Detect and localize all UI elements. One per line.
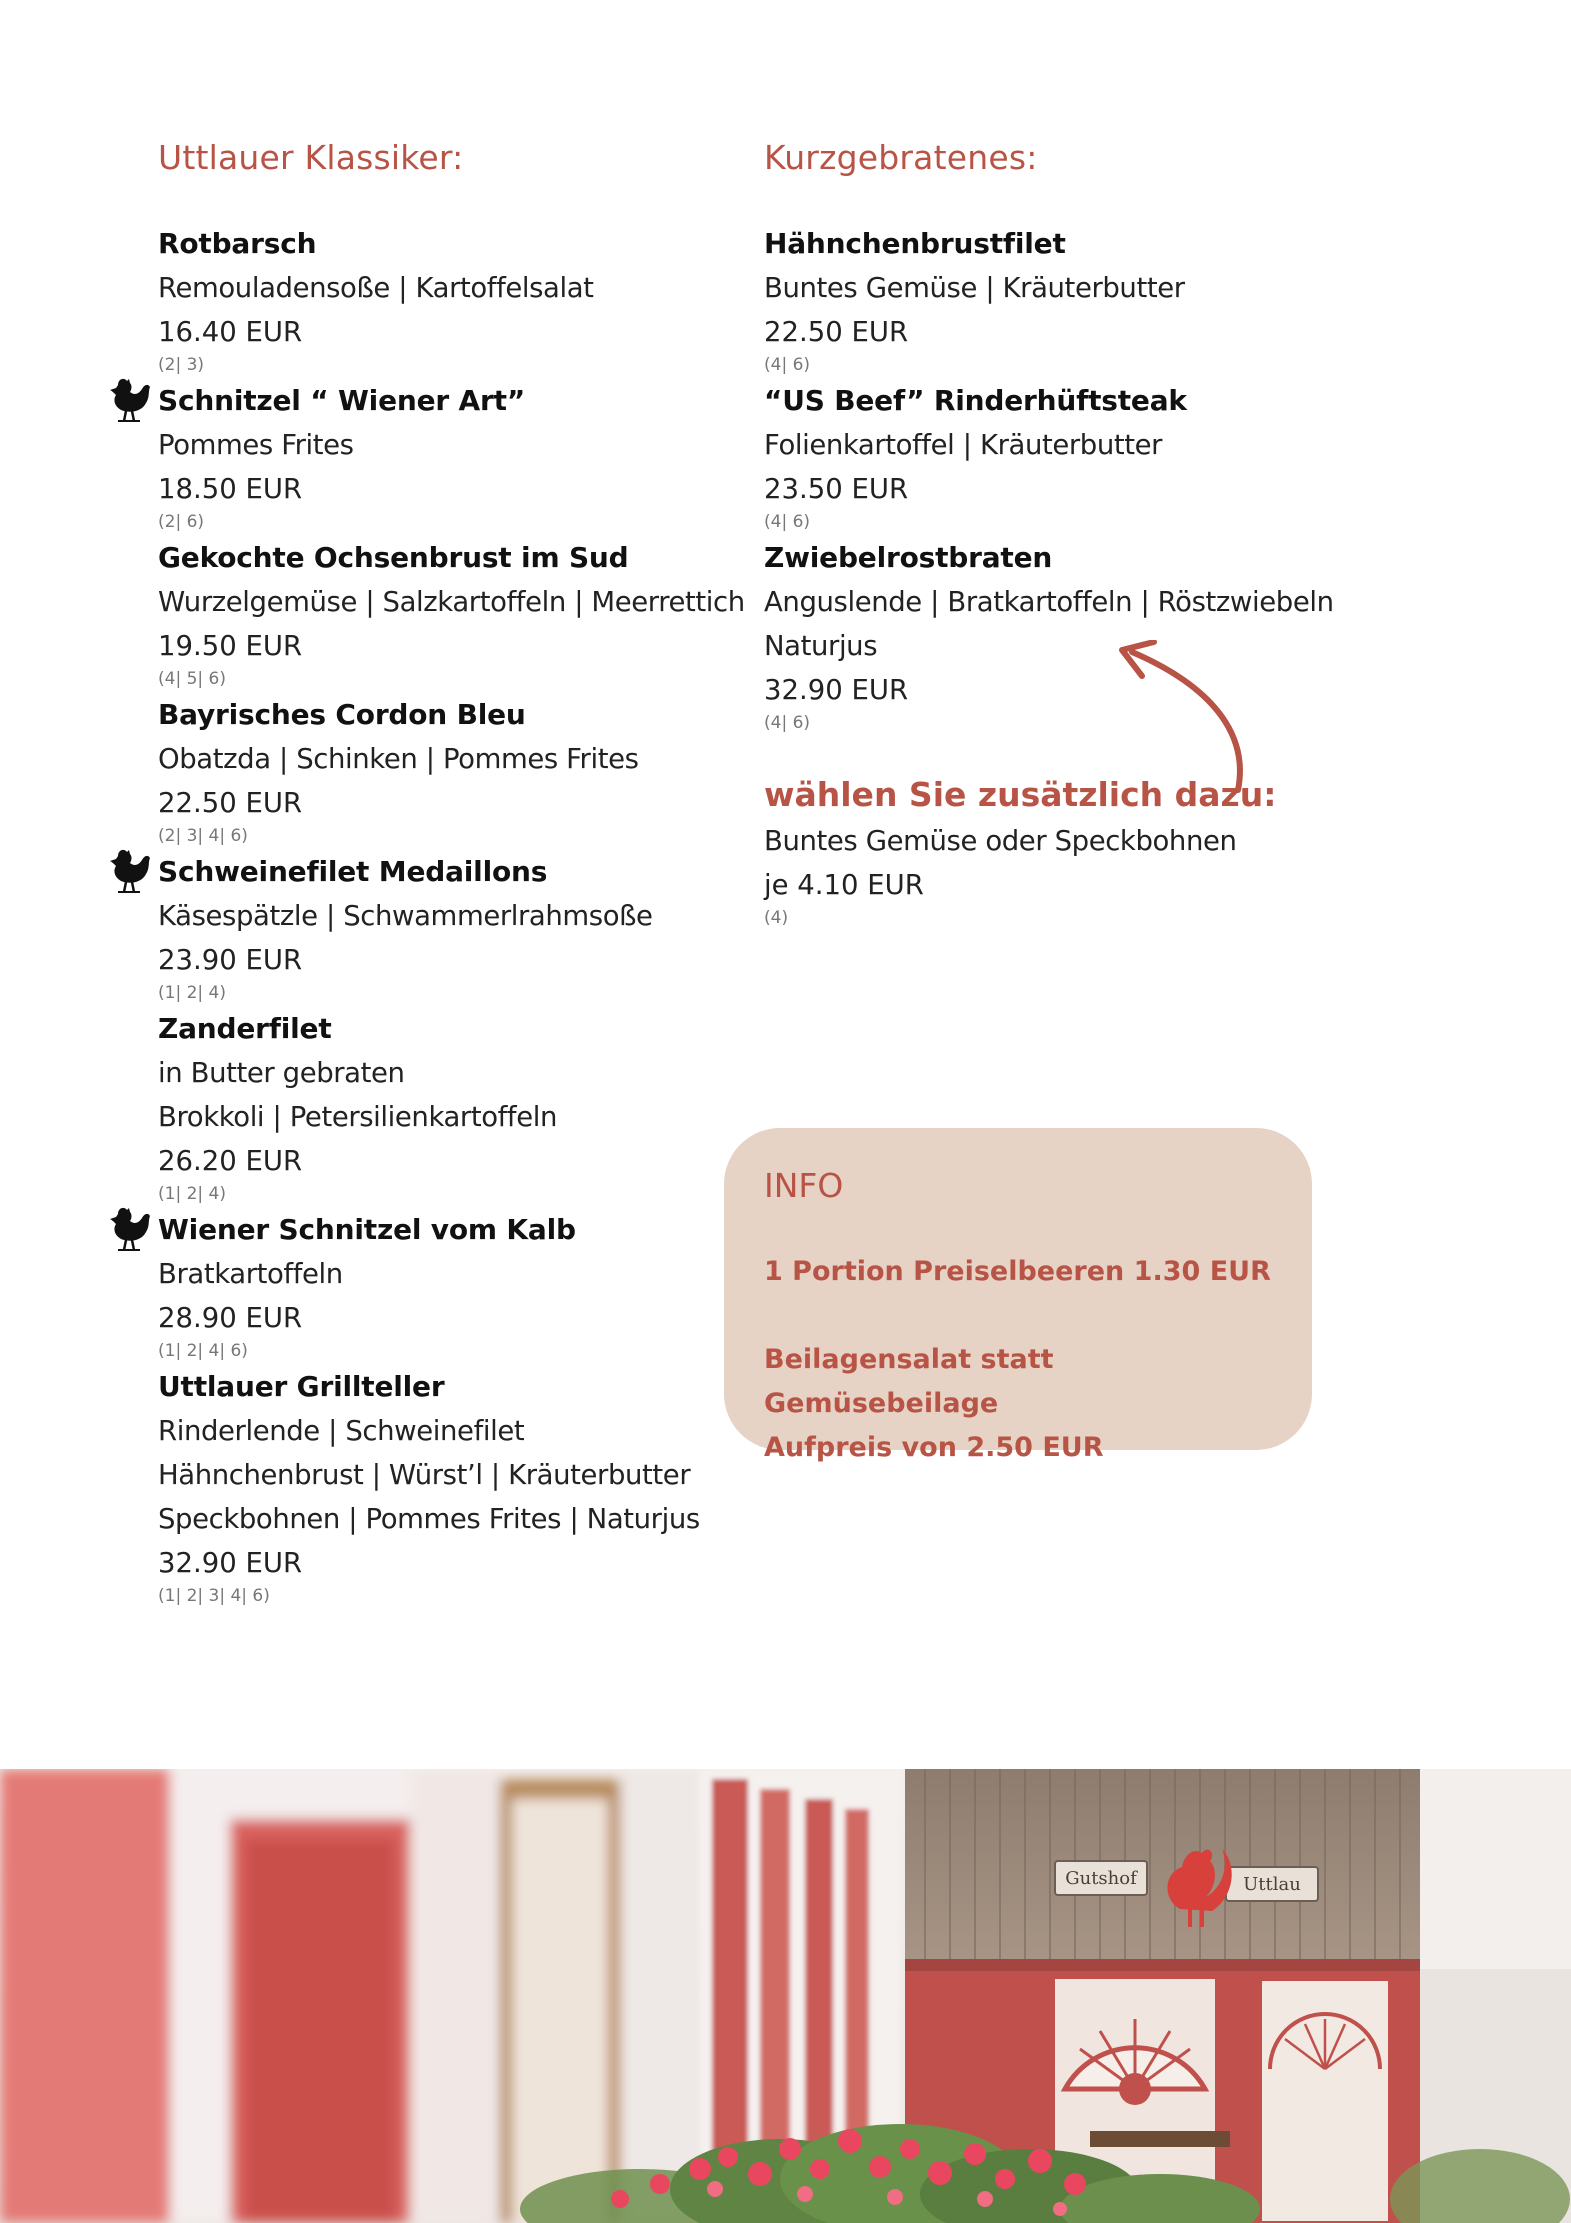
- dish-allergens: (2| 3): [158, 355, 205, 375]
- dish-description: Remouladensoße | Kartoffelsalat: [158, 272, 594, 304]
- dish-allergens: (4| 6): [764, 713, 811, 733]
- dish-price: 22.50 EUR: [158, 787, 303, 819]
- info-line-preiselbeeren: 1 Portion Preiselbeeren 1.30 EUR: [764, 1256, 1271, 1287]
- menu-item: [158, 850, 728, 1007]
- dish-name: “US Beef” Rinderhüftsteak: [764, 384, 1187, 417]
- right-column: [764, 134, 1364, 932]
- menu-item: [158, 222, 728, 379]
- menu-item: [158, 379, 728, 536]
- dish-description: Bratkartoffeln: [158, 1258, 343, 1290]
- menu-item: [764, 536, 1364, 737]
- dish-name: Schweinefilet Medaillons: [158, 855, 548, 888]
- menu-item: [158, 1365, 728, 1610]
- menu-item: [158, 536, 745, 693]
- dish-allergens: (4| 6): [764, 355, 811, 375]
- dish-description: Folienkartoffel | Kräuterbutter: [764, 429, 1163, 461]
- dish-list-klassiker: [158, 222, 745, 1610]
- menu-item: [764, 379, 1364, 536]
- dish-price: 16.40 EUR: [158, 316, 303, 348]
- menu-item: [158, 693, 728, 850]
- dish-allergens: (2| 6): [158, 512, 205, 532]
- extra-text: Buntes Gemüse oder Speckbohnen: [764, 825, 1237, 857]
- farmhouse-photo: [0, 1769, 1571, 2223]
- dish-allergens: (4| 5| 6): [158, 669, 226, 689]
- dish-description: Obatzda | Schinken | Pommes Frites: [158, 743, 639, 775]
- sign-uttlau: Uttlau: [1243, 1874, 1301, 1895]
- extra-allergens: (4): [764, 908, 789, 928]
- hen-icon: [104, 844, 152, 896]
- dish-price: 28.90 EUR: [158, 1302, 303, 1334]
- dish-name: Rotbarsch: [158, 227, 317, 260]
- dish-allergens: (1| 2| 3| 4| 6): [158, 1586, 270, 1606]
- dish-name: Zanderfilet: [158, 1012, 332, 1045]
- dish-description: Anguslende | Bratkartoffeln | Röstzwiebeln: [764, 586, 1334, 618]
- dish-price: 19.50 EUR: [158, 630, 303, 662]
- dish-description: Rinderlende | Schweinefilet: [158, 1415, 525, 1447]
- dish-description: Pommes Frites: [158, 429, 354, 461]
- dish-allergens: (1| 2| 4| 6): [158, 1341, 248, 1361]
- info-line-beilagensalat: Beilagensalat statt Gemüsebeilage: [764, 1344, 1054, 1419]
- section-heading-klassiker: Uttlauer Klassiker:: [158, 138, 464, 177]
- farmhouse-illustration: [0, 1769, 1571, 2223]
- dish-name: Hähnchenbrustfilet: [764, 227, 1066, 260]
- dish-price: 18.50 EUR: [158, 473, 303, 505]
- hen-icon: [104, 373, 152, 425]
- dish-name: Uttlauer Grillteller: [158, 1370, 445, 1403]
- info-box: [724, 1128, 1312, 1463]
- menu-item: [764, 222, 1364, 379]
- dish-description: Buntes Gemüse | Kräuterbutter: [764, 272, 1185, 304]
- dish-price: 32.90 EUR: [764, 674, 909, 706]
- extra-heading: wählen Sie zusätzlich dazu:: [764, 775, 1277, 814]
- dish-allergens: (1| 2| 4): [158, 983, 226, 1003]
- dish-price: 32.90 EUR: [158, 1547, 303, 1579]
- sign-gutshof: Gutshof: [1065, 1868, 1137, 1889]
- dish-name: Bayrisches Cordon Bleu: [158, 698, 526, 731]
- curved-arrow-icon: [1110, 640, 1260, 800]
- dish-description: in Butter gebraten: [158, 1057, 405, 1089]
- dish-price: 22.50 EUR: [764, 316, 909, 348]
- dish-name: Gekochte Ochsenbrust im Sud: [158, 541, 629, 574]
- dish-name: Wiener Schnitzel vom Kalb: [158, 1213, 576, 1246]
- dish-name: Zwiebelrostbraten: [764, 541, 1053, 574]
- menu-item: [158, 1007, 728, 1208]
- dish-allergens: (1| 2| 4): [158, 1184, 226, 1204]
- dish-list-kurzgebratenes: [764, 222, 1364, 737]
- left-column: [158, 134, 745, 1610]
- info-line-aufpreis: Aufpreis von 2.50 EUR: [764, 1432, 1104, 1463]
- hen-icon: [104, 1202, 152, 1254]
- section-heading-kurzgebratenes: Kurzgebratenes:: [764, 138, 1038, 177]
- dish-description: Wurzelgemüse | Salzkartoffeln | Meerrettich: [158, 586, 745, 618]
- dish-price: 26.20 EUR: [158, 1145, 303, 1177]
- dish-allergens: (4| 6): [764, 512, 811, 532]
- info-title: INFO: [764, 1166, 844, 1205]
- dish-description: Brokkoli | Petersilienkartoffeln: [158, 1101, 558, 1133]
- dish-allergens: (2| 3| 4| 6): [158, 826, 248, 846]
- dish-description: Hähnchenbrust | Würst’l | Kräuterbutter: [158, 1459, 691, 1491]
- dish-name: Schnitzel “ Wiener Art”: [158, 384, 526, 417]
- dish-description: Käsespätzle | Schwammerlrahmsoße: [158, 900, 653, 932]
- menu-item: [158, 1208, 728, 1365]
- dish-description: Naturjus: [764, 630, 878, 662]
- dish-price: 23.90 EUR: [158, 944, 303, 976]
- dish-price: 23.50 EUR: [764, 473, 909, 505]
- dish-description: Speckbohnen | Pommes Frites | Naturjus: [158, 1503, 700, 1535]
- extra-price: je 4.10 EUR: [764, 869, 924, 901]
